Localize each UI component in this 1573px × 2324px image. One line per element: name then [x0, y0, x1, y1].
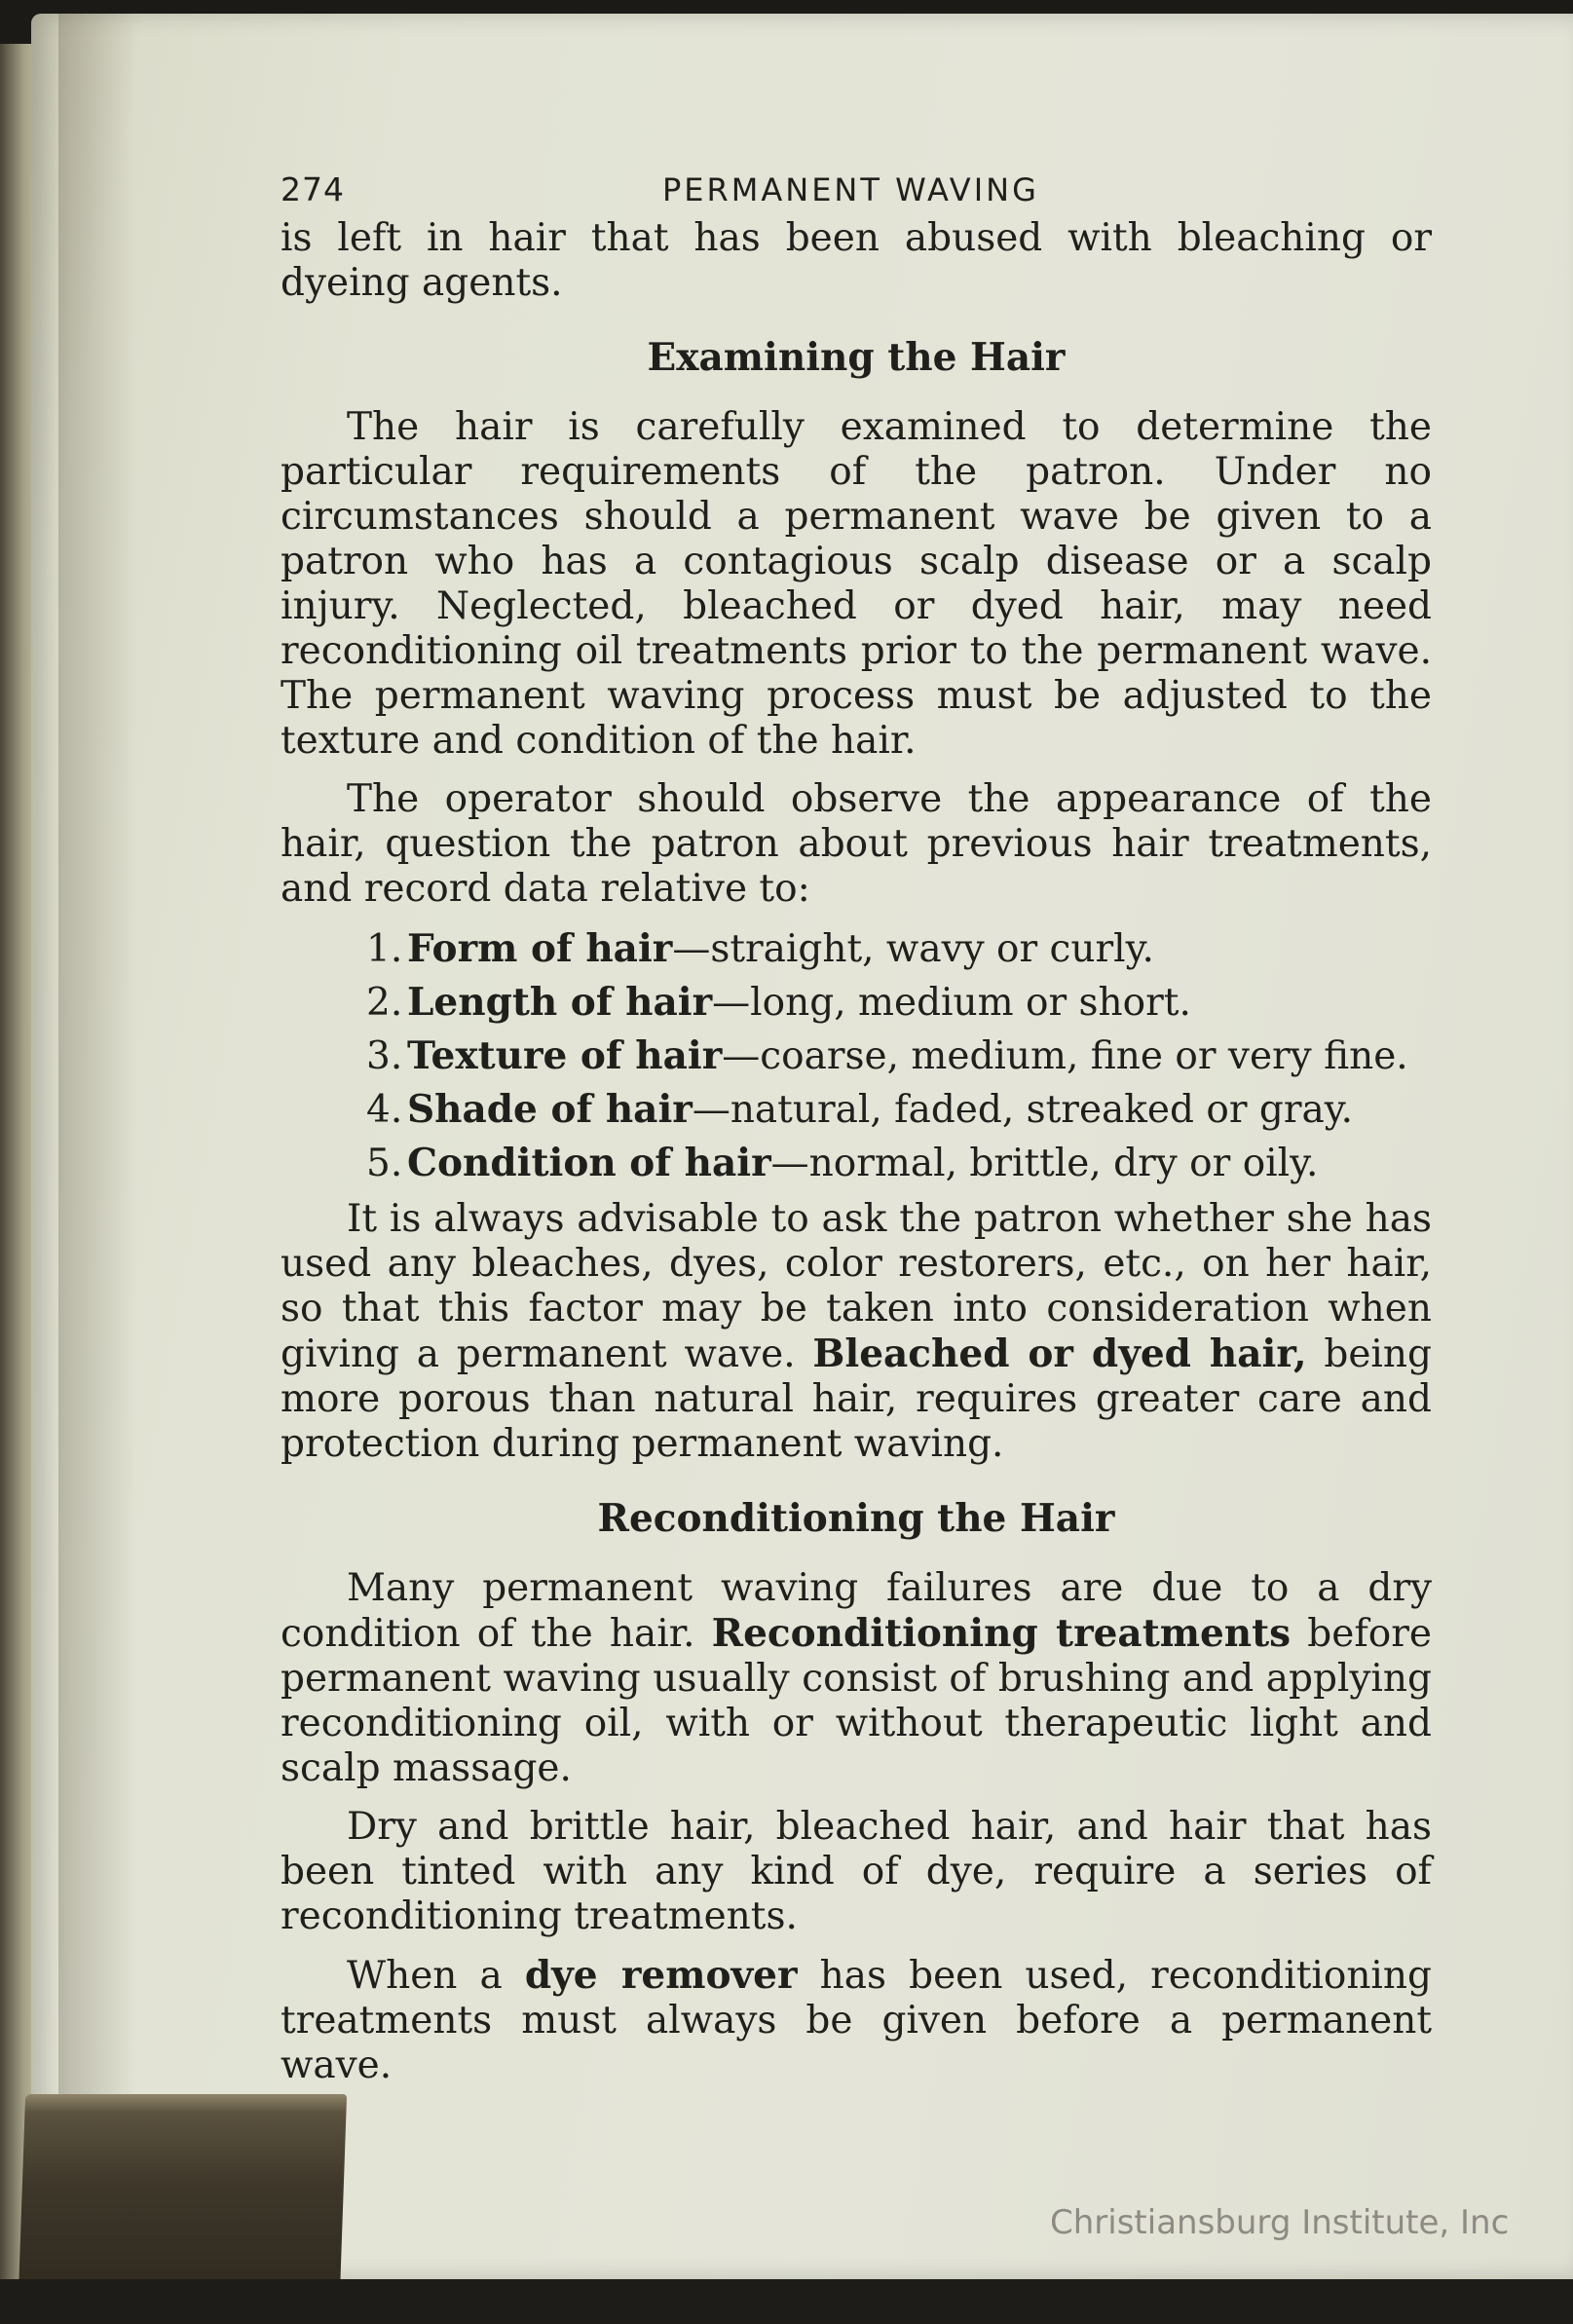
paragraph-text: before permanent waving usually consist of brushing and applying reconditioning oil, with or without therapeutic light and scalp massage. — [281, 1612, 1432, 1790]
paragraph-examining-1: The hair is carefully examined to determine the particular requirements of the patron. Under no circumstances should a permanent wave be given to a patron who has a contagious scalp disease or a scalp injury. Neglected, bleached or dyed hair, may need reconditioning oil treatments prior to the permanent wave. The permanent waving process must be adjusted to the texture and condition of the hair. — [281, 405, 1432, 763]
list-item — [366, 979, 1432, 1027]
gutter-shadow — [58, 14, 136, 2279]
paragraph-examining-2: The operator should observe the appearance of the hair, question the patron about previous hair treatments, and record data relative to: — [281, 777, 1432, 911]
watermark: Christiansburg Institute, Inc — [1050, 2203, 1510, 2242]
list-item-desc: —normal, brittle, dry or oily. — [770, 1142, 1319, 1185]
paragraph-text: Many permanent waving failures are due to a dry condition of the hair. — [281, 1566, 1432, 1656]
list-item-desc: —coarse, medium, fine or very fine. — [722, 1034, 1408, 1078]
list-item-term: Length of hair — [407, 980, 713, 1025]
list-item-number: 2. — [366, 981, 403, 1025]
paragraph-text: has been used, reconditioning treatments must always be given before a permanent wave. — [281, 1954, 1432, 2087]
paragraph-text: When a — [347, 1954, 503, 1998]
heading-reconditioning: Reconditioning the Hair — [597, 1496, 1115, 1541]
paragraph-advisable — [281, 1197, 1432, 1467]
list-item-desc: —long, medium or short. — [712, 981, 1191, 1025]
running-title: PERMANENT WAVING — [662, 171, 1039, 208]
running-head — [281, 168, 1432, 216]
list-item-term: Form of hair — [407, 926, 673, 971]
page-number: 274 — [281, 170, 345, 208]
list-item — [366, 1140, 1432, 1187]
list-item — [366, 925, 1432, 973]
bold-phrase: Bleached or dyed hair, — [812, 1331, 1307, 1376]
list-item-term: Condition of hair — [407, 1141, 771, 1185]
list-item-term: Texture of hair — [407, 1033, 723, 1078]
list-item-term: Shade of hair — [407, 1087, 693, 1132]
paragraph-reconditioning-3 — [281, 1953, 1432, 2088]
page-content — [281, 168, 1432, 2102]
bold-phrase: Reconditioning treatments — [711, 1611, 1292, 1656]
paragraph-text: It is always advisable to ask the patron whether she has used any bleaches, dyes, color restorers, etc., on her hair, so that this factor may be taken into consideration when giving a permanent wave. — [281, 1197, 1432, 1376]
list-item-number: 4. — [366, 1088, 403, 1132]
hair-data-list — [281, 925, 1432, 1187]
list-item-desc: —natural, faded, streaked or gray. — [692, 1088, 1353, 1132]
paragraph-continued: is left in hair that has been abused with bleaching or dyeing agents. — [281, 216, 1432, 305]
list-item — [366, 1032, 1432, 1080]
list-item-number: 3. — [366, 1034, 403, 1078]
paragraph-reconditioning-2: Dry and brittle hair, bleached hair, and hair that has been tinted with any kind of dye, require a series of reconditioning treatments. — [281, 1805, 1432, 1938]
paragraph-text: being more porous than natural hair, requires greater care and protection during permanent waving. — [281, 1332, 1432, 1466]
list-item-desc: —straight, wavy or curly. — [672, 927, 1154, 971]
heading-examining: Examining the Hair — [647, 335, 1066, 380]
list-item — [366, 1086, 1432, 1134]
list-item-number: 1. — [366, 927, 403, 971]
background-bottom — [0, 2279, 1573, 2324]
bold-phrase: dye remover — [524, 1953, 798, 1998]
paragraph-reconditioning-1 — [281, 1566, 1432, 1791]
list-item-number: 5. — [366, 1142, 403, 1185]
